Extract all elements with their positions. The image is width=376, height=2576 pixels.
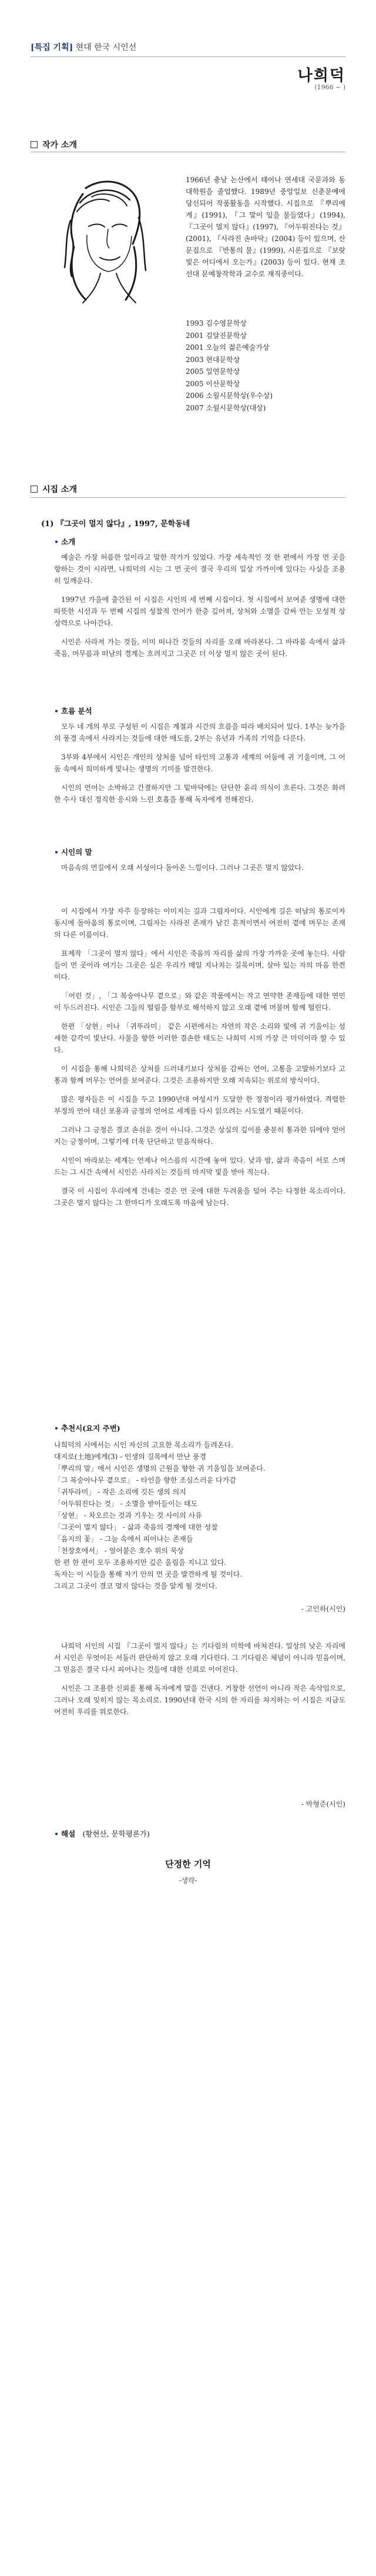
list-item: 「귀뚜라미」 - 작은 소리에 깃든 생의 의지 [54,1488,186,1496]
paragraph: 시인은 그 조용한 신뢰를 통해 독자에게 말을 건넨다. 거창한 선언이 아니라 작은 속삭임으로, 그러나 오래 잊히지 않는 목소리로. 1990년대 한국 시의 한 자리를 차지하는 이 시집은 지금도 여전히 우리를 위로한다. [54,1684,345,1716]
world-quote: 마음속의 먼길에서 오래 서성이다 돌아온 느낌이다. 그러나 그곳은 멀지 않았다. [61,864,304,872]
list-item: 「그 복숭아나무 곁으로」 - 타인을 향한 조심스러운 다가감 [54,1476,236,1484]
series-heading [31,41,136,53]
commentary-section-title-text: 시집 소개 [42,485,77,494]
poet-name: 나희덕 [297,67,345,85]
featured-poem-title: 단정한 기억 [165,1859,211,1869]
bullet-dot-icon: • [54,707,59,715]
bullet-dot-icon: • [54,1829,59,1838]
commentary-section-divider [31,497,345,498]
awards-list [186,317,345,414]
award-item: 1993 김수영문학상 [186,319,247,327]
bullet-dot-icon: • [54,537,59,546]
paragraph: 예술은 가장 허름한 일이라고 말한 작가가 있었다. 가장 세속적인 것 한 편에서 가장 먼 곳을 향하는 것이 시라면, 나희덕의 시는 그 먼 곳이 결국 우리의 일상 가까이에 있다는 사실을 조용히 일깨운다. [54,553,345,585]
award-item: 2005 일연문학상 [186,367,240,376]
list-item: 「천장호에서」 - 얼어붙은 호수 위의 묵상 [54,1547,184,1555]
recommend-credit: - 고인하(시인) [301,1605,345,1613]
paragraph: 시인의 언어는 소박하고 간결하지만 그 밑바닥에는 단단한 윤리 의식이 흐른다. 그것은 화려한 수사 대신 정직한 응시와 느린 호흡을 통해 독자에게 전해진다. [54,784,345,804]
award-item: 2007 소월시문학상(대상) [186,403,266,412]
paragraph: 그러나 그 긍정은 결코 손쉬운 것이 아니다. 그것은 상실의 깊이를 충분히 통과한 뒤에야 얻어지는 긍정이며, 그렇기에 더욱 단단하고 믿음직하다. [54,1126,345,1146]
award-item: 2001 오늘의 젊은예술가상 [186,343,270,352]
category-label: [특집 기획] [31,43,73,52]
author-section-title [31,139,77,150]
award-item: 2005 이산문학상 [186,379,240,388]
structure-paragraphs [54,721,345,812]
paragraph: 시인이 바라보는 세계는 언제나 어스름의 시간에 놓여 있다. 낮과 밤, 삶과 죽음이 서로 스며드는 그 시간 속에서 시인은 사라지는 것들의 마지막 빛을 받아 적는다. [54,1156,345,1176]
bullet-dot-icon: • [54,848,59,857]
poet-years: (1966 ~ ) [314,83,345,91]
notes-text: (황현산, 문학평론가) [82,1829,150,1838]
paragraph: 결국 이 시집이 우리에게 건네는 것은 먼 곳에 대한 두려움을 덜어 주는 다정한 목소리이다. 그곳은 멀지 않다는 그 한마디가 오래도록 마음에 남는다. [54,1187,345,1207]
list-item: 독자는 이 시들을 통해 자기 안의 먼 곳을 발견하게 될 것이다. [54,1570,243,1578]
award-item: 2001 김달진문학상 [186,331,247,340]
paragraph: 많은 평자들은 이 시집을 두고 1990년대 여성시가 도달한 한 정점이라 평가하였다. 격렬한 부정의 언어 대신 포용과 긍정의 언어로 세계를 다시 읽으려는 시도였기 때문이다. [54,1095,345,1115]
analysis-paragraphs [54,905,345,1216]
paragraph: 이 시집을 통해 나희덕은 상처를 드러내기보다 상처를 감싸는 언어, 고통을 고발하기보다 고통과 함께 머무는 언어를 보여준다. 그것은 조용하지만 오래 지속되는 위로의 방식이다. [54,1065,345,1085]
author-bio: 1966년 충남 논산에서 태어나 연세대 국문과와 동대학원을 졸업했다. 1989년 중앙일보 신춘문예에 당선되어 작품활동을 시작했다. 시집으로 『뿌리에게』(1991), 『그 말이 잎을 물들였다』(1994), 『그곳이 멀지 않다』(1997), 『어두워진다는 것』(2001), 『사라진 손바닥』(2004) 등이 있으며, 산문집으로 『반통의 물』(1999), 시론집으로 『보랏빛은 어디에서 오는가』(2003) 등이 있다. 현재 조선대 문예창작학과 교수로 재직중이다. [186,176,345,278]
structure-subheading: • 흐름 분석 [54,707,92,715]
paragraph: 이 시집에서 가장 자주 등장하는 이미지는 길과 그림자이다. 시인에게 길은 떠남의 통로이자 동시에 돌아옴의 통로이며, 그림자는 사라진 존재가 남긴 흔적이면서 여전히 곁에 머무는 존재의 다른 이름이다. [54,907,345,939]
notes-subheading: • 해설 (황현산, 문학평론가) [54,1829,150,1838]
square-bullet-icon [31,141,38,148]
paragraph: 시인은 사라져 가는 것들, 이미 떠나간 것들의 자리를 오래 바라본다. 그 바라봄 속에서 삶과 죽음, 머무름과 떠남의 경계는 흐려지고 그곳은 더 이상 멀지 않은 곳이 된다. [54,638,345,658]
paragraph: 1997년 가을에 출간된 이 시집은 시인의 세 번째 시집이다. 첫 시집에서 보여준 생명에 대한 따뜻한 시선과 두 번째 시집의 성찰적 언어가 한층 깊어져, 상처와 소멸을 감싸 안는 모성적 상상력으로 나아간다. [54,596,345,627]
list-item: 한 편 한 편이 모두 조용하지만 깊은 울림을 지니고 있다. [54,1558,227,1567]
list-item: 「뿌리의 말」에서 시인은 생명의 근원을 향한 귀 기울임을 보여준다. [54,1464,266,1473]
author-portrait-sketch [51,170,156,306]
featured-poem-author: -생략- [179,1876,197,1885]
list-item: 그리고 그곳이 결코 멀지 않다는 것을 알게 될 것이다. [54,1582,217,1590]
world-subheading: • 시인의 말 [54,848,92,857]
intro-subheading: • 소개 [54,537,76,546]
bullet-dot-icon: • [54,1424,59,1433]
square-bullet-icon [31,486,38,493]
list-item: 나희덕의 시에서는 시인 자신의 고요한 목소리가 들려온다. [54,1441,233,1449]
list-item: 「어두워진다는 것」 - 소멸을 받아들이는 태도 [54,1500,198,1508]
commentary-section-title [31,483,77,495]
header-divider [31,56,345,57]
paragraph: 한편 「상현」이나 「귀뚜라미」 같은 시편에서는 자연의 작은 소리와 빛에 귀 기울이는 섬세한 감각이 빛난다. 사물을 향한 이러한 겸손한 태도는 나희덕 시의 가장 큰 미덕이라 할 수 있다. [54,1022,345,1054]
paragraph: 나희덕 시인의 시집 『그곳이 멀지 않다』는 기다림의 미학에 바쳐진다. 일상의 낮은 자리에서 시인은 무엇이든 서둘러 판단하지 않고 오래 기다린다. 그 기다림은 체념이 아니라 믿음이며, 그 믿음은 결국 다시 피어나는 것들에 대한 신뢰로 이어진다. [54,1642,345,1674]
author-section-title-text: 작가 소개 [42,140,77,150]
book-heading: (1) 『그곳이 멀지 않다』, 1997, 문학동네 [41,520,190,528]
paragraph: 3부와 4부에서 시인은 개인의 상처를 넘어 타인의 고통과 세계의 어둠에 귀 기울이며, 그 어둠 속에서 희미하게 빛나는 생명의 기미를 발견한다. [54,753,345,773]
closing-paragraphs [54,1640,345,1725]
recommend-list [54,1439,345,1592]
list-item: 「음지의 꽃」 - 그늘 속에서 피어나는 존재들 [54,1535,193,1543]
list-item: 대지로(土地)에게(3) - 인생의 길목에서 만난 풍경 [54,1453,206,1461]
series-title: 현대 한국 시인선 [75,43,137,52]
list-item: 「상현」 - 차오르는 것과 기우는 것 사이의 사유 [54,1511,202,1520]
paragraph: 표제작 「그곳이 멀지 않다」에서 시인은 죽음의 자리를 삶의 가장 가까운 곳에 놓는다. 사람들이 먼 곳이라 여기는 그곳은 실은 우리가 매일 지나치는 길목이며, 살아 있는 자의 마음 한켠이다. [54,949,345,981]
paragraph: 모두 네 개의 부로 구성된 이 시집은 계절과 시간의 흐름을 따라 배치되어 있다. 1부는 늦가을의 풍경 속에서 사라지는 것들에 대한 애도를, 2부는 유년과 가족의 기억을 다룬다. [54,722,345,742]
award-item: 2003 현대문학상 [186,355,240,364]
paragraph: 「어린 것」, 「그 복숭아나무 곁으로」와 같은 작품에서는 작고 연약한 존재들에 대한 연민이 두드러진다. 시인은 그들의 떨림을 함부로 해석하지 않고 오래 곁에 머물며 함께 떨린다. [54,992,345,1012]
intro-paragraphs [54,551,345,667]
award-item: 2006 소월시문학상(우수상) [186,392,273,400]
recommend-subheading: • 추천시(요지 주변) [54,1424,120,1433]
list-item: 「그곳이 멀지 않다」 - 삶과 죽음의 경계에 대한 성찰 [54,1523,218,1531]
closing-credit: - 박형준(시인) [301,1800,345,1808]
